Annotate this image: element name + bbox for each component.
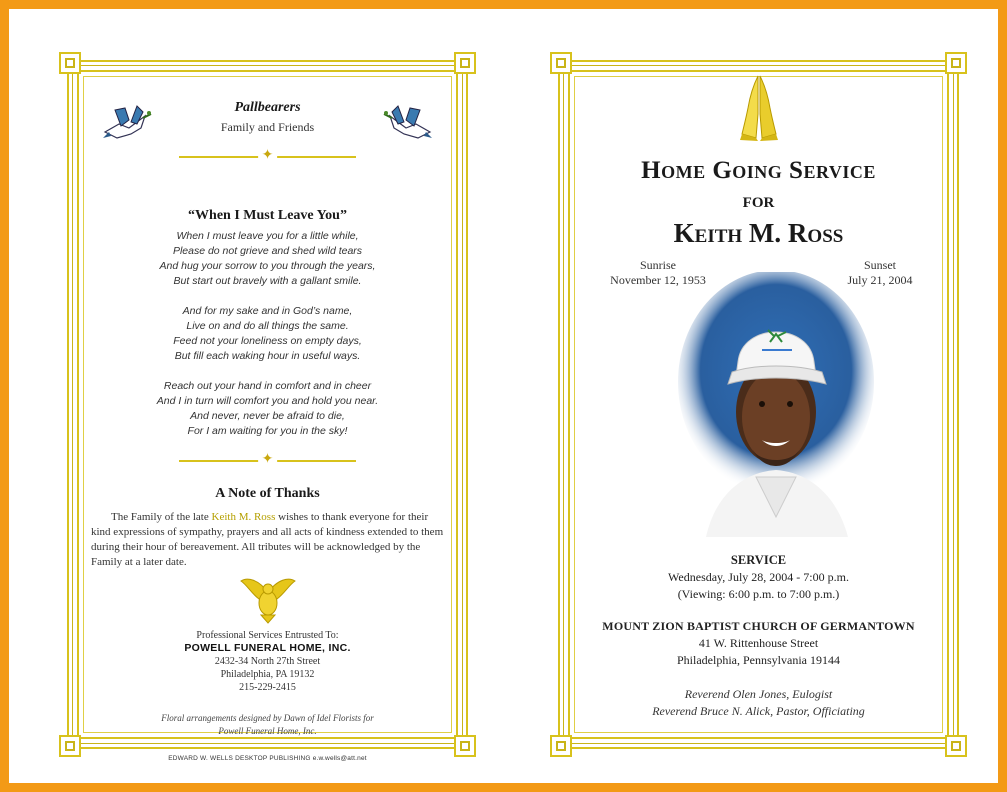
back-panel [59, 52, 476, 762]
thanks-body [91, 510, 444, 570]
for-label: FOR [742, 195, 775, 211]
funeral-home-city: Philadelphia, PA 19132 [220, 669, 315, 680]
pallbearers-subtitle: Family and Friends [220, 120, 315, 134]
church-details [580, 618, 937, 669]
poem-line: But start out bravely with a gallant smile. [173, 275, 362, 287]
poem-line: When I must leave you for a little while, [176, 230, 359, 242]
sunset-date: July 21, 2004 [847, 273, 913, 287]
service-details [580, 552, 937, 603]
ornament-divider [179, 156, 356, 158]
viewing-time: (Viewing: 6:00 p.m. to 7:00 p.m.) [677, 587, 840, 601]
poem-title: “When I Must Leave You” [188, 208, 347, 223]
poem-line: Feed not your loneliness on empty days, [173, 335, 362, 347]
service-date: Wednesday, July 28, 2004 - 7:00 p.m. [668, 570, 849, 584]
thanks-text: wishes to thank everyone for their kind expressions of sympathy, prayers and all acts of kindness extended to them during their hour of bereavement. All tributes will be acknowledged by the Family at a later date. [91, 511, 444, 568]
pallbearers-title: Pallbearers [234, 100, 301, 115]
poem-line: And hug your sorrow to you through the years, [159, 260, 376, 272]
church-city: Philadelphia, Pennsylvania 19144 [677, 653, 840, 667]
funeral-home-street: 2432-34 North 27th Street [214, 656, 321, 667]
cover-panel [550, 52, 967, 757]
service-heading: SERVICE [730, 553, 787, 567]
ornament-divider [179, 460, 356, 462]
poem-line: Please do not grieve and shed wild tears [172, 245, 363, 257]
officiating-pastor: Reverend Bruce N. Alick, Pastor, Officiating [652, 704, 865, 718]
poem-stanza-1 [89, 229, 446, 289]
deceased-name-highlight: Keith M. Ross [211, 511, 276, 523]
praying-hands-icon [736, 74, 782, 142]
floral-line: Floral arrangements designed by Dawn of Idel Florists for [161, 713, 374, 723]
funeral-home-phone: 215-229-2415 [239, 682, 296, 693]
thanks-text: The Family of the late [111, 511, 212, 523]
professional-services [89, 629, 446, 694]
eulogist: Reverend Olen Jones, Eulogist [684, 687, 833, 701]
floral-credit [89, 712, 446, 738]
poem-stanza-2 [89, 304, 446, 364]
poem-line: Live on and do all things the same. [186, 320, 349, 332]
portrait-photo [676, 272, 876, 537]
poem-line: For I am waiting for you in the sky! [187, 425, 348, 437]
poem-line: And I in turn will comfort you and hold you near. [156, 395, 379, 407]
funeral-home-name: POWELL FUNERAL HOME, INC. [184, 642, 351, 654]
sunset-label: Sunset [863, 258, 896, 272]
service-title: Home Going Service [641, 157, 876, 184]
poem-stanza-3 [89, 379, 446, 439]
deceased-name: Keith M. Ross [673, 218, 844, 248]
eagle-emblem-icon [239, 575, 297, 625]
poem-line: And for my sake and in God’s name, [182, 305, 353, 317]
poem-line: Reach out your hand in comfort and in cheer [163, 380, 372, 392]
floral-line: Powell Funeral Home, Inc. [218, 726, 317, 736]
services-intro: Professional Services Entrusted To: [196, 630, 339, 641]
sunrise-label: Sunrise [640, 258, 676, 272]
poem-line: But fill each waking hour in useful ways. [174, 350, 361, 362]
church-street: 41 W. Rittenhouse Street [698, 636, 819, 650]
poem-line: And never, never be afraid to die, [190, 410, 345, 422]
publisher-footer: EDWARD W. WELLS DESKTOP PUBLISHING e.w.wells@att.net [168, 755, 367, 762]
officiants [580, 686, 937, 720]
church-name: MOUNT ZION BAPTIST CHURCH OF GERMANTOWN [602, 619, 915, 633]
thanks-title: A Note of Thanks [215, 486, 320, 501]
sunrise-date: November 12, 1953 [610, 273, 706, 287]
